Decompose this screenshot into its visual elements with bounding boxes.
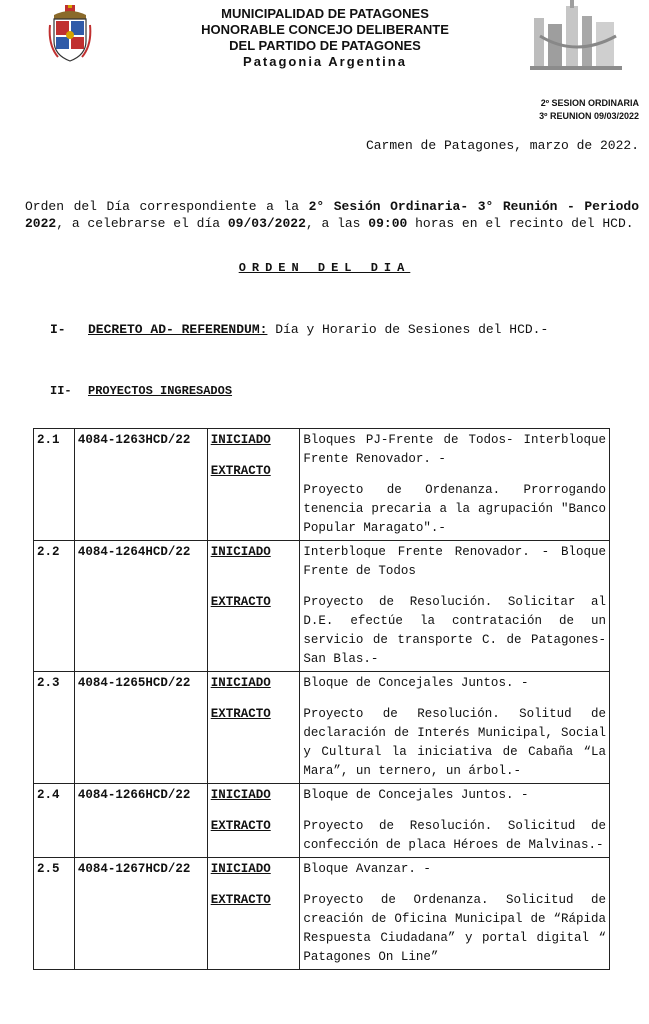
iniciado-label: INICIADO (210, 862, 271, 876)
date-line: Carmen de Patagones, marzo de 2022. (365, 138, 639, 153)
table-row (34, 541, 610, 672)
section-2 (50, 384, 232, 398)
header-line-municipality: MUNICIPALIDAD DE PATAGONES (221, 6, 429, 21)
header-line-council: HONORABLE CONCEJO DELIBERANTE (201, 22, 449, 37)
project-iniciado: Bloque Avanzar. - (303, 862, 431, 876)
project-expediente: 4084-1263HCD/22 (74, 429, 207, 541)
project-extracto: Proyecto de Resolución. Solicitud de confección de placa Héroes de Malvinas.- (303, 819, 606, 852)
extracto-label: EXTRACTO (210, 819, 271, 833)
section-2-label: PROYECTOS INGRESADOS (88, 384, 233, 398)
iniciado-label: INICIADO (210, 545, 271, 559)
project-number: 2.2 (34, 541, 75, 672)
section-1-label: DECRETO AD- REFERENDUM: (88, 322, 268, 337)
table-row (34, 858, 610, 970)
intro-session-bold: 2° Sesión Ordinaria- 3° Reunión - Periodo 2022 (25, 199, 639, 231)
projects-table (33, 428, 610, 970)
intro-text-4: horas en el recinto del HCD. (407, 216, 634, 231)
project-number: 2.5 (34, 858, 75, 970)
extracto-label: EXTRACTO (210, 464, 271, 478)
project-iniciado: Bloque de Concejales Juntos. - (303, 676, 529, 690)
project-iniciado: Interbloque Frente Renovador. - Bloque Frente de Todos (303, 545, 606, 578)
header-line-district: DEL PARTIDO DE PATAGONES (229, 38, 421, 53)
municipal-crest-logo (48, 5, 92, 63)
intro-paragraph (25, 198, 639, 232)
project-expediente: 4084-1266HCD/22 (74, 784, 207, 858)
session-line: 2º SESION ORDINARIA (540, 98, 639, 108)
section-1 (50, 322, 548, 337)
extracto-label: EXTRACTO (210, 893, 271, 907)
table-row (34, 672, 610, 784)
intro-date-bold: 09/03/2022 (227, 216, 306, 231)
meeting-line: 3º REUNION 09/03/2022 (539, 111, 639, 121)
iniciado-label: INICIADO (210, 788, 271, 802)
iniciado-label: INICIADO (210, 433, 271, 447)
orden-del-dia-title: ORDEN DEL DIA (238, 261, 411, 275)
project-extracto: Proyecto de Ordenanza. Solicitud de creación de Oficina Municipal de “Rápida Respuesta Ciudadana” y portal digital “ Patagones On Line” (303, 893, 606, 964)
extracto-label: EXTRACTO (210, 707, 271, 721)
project-number: 2.1 (34, 429, 75, 541)
document-header (150, 6, 500, 70)
intro-text-2: , a celebrarse el día (56, 216, 228, 231)
intro-time-bold: 09:00 (368, 216, 408, 231)
session-info (539, 97, 639, 123)
section-1-number: I- (50, 322, 66, 337)
extracto-label: EXTRACTO (210, 595, 271, 609)
header-line-region: Patagonia Argentina (243, 54, 407, 69)
project-iniciado: Bloques PJ-Frente de Todos- Interbloque Frente Renovador. - (303, 433, 606, 466)
intro-text-1: Orden del Día correspondiente a la (25, 199, 309, 214)
section-1-text: Día y Horario de Sesiones del HCD.- (267, 322, 549, 337)
building-logo (530, 0, 622, 70)
project-expediente: 4084-1267HCD/22 (74, 858, 207, 970)
project-extracto: Proyecto de Ordenanza. Prorrogando tenencia precaria a la agrupación "Banco Popular Maragato".- (303, 483, 606, 535)
project-number: 2.3 (34, 672, 75, 784)
section-2-number: II- (50, 384, 72, 398)
table-row (34, 784, 610, 858)
project-number: 2.4 (34, 784, 75, 858)
project-expediente: 4084-1265HCD/22 (74, 672, 207, 784)
project-extracto: Proyecto de Resolución. Solitud de declaración de Interés Municipal, Social y Cultural la iniciativa de Cabaña “La Mara”, un ternero, un árbol.- (303, 707, 606, 778)
table-row (34, 429, 610, 541)
project-iniciado: Bloque de Concejales Juntos. - (303, 788, 529, 802)
project-extracto: Proyecto de Resolución. Solicitar al D.E. efectúe la contratación de un servicio de transporte C. de Patagones- San Blas.- (303, 595, 606, 666)
intro-text-3: , a las (305, 216, 369, 231)
project-expediente: 4084-1264HCD/22 (74, 541, 207, 672)
iniciado-label: INICIADO (210, 676, 271, 690)
